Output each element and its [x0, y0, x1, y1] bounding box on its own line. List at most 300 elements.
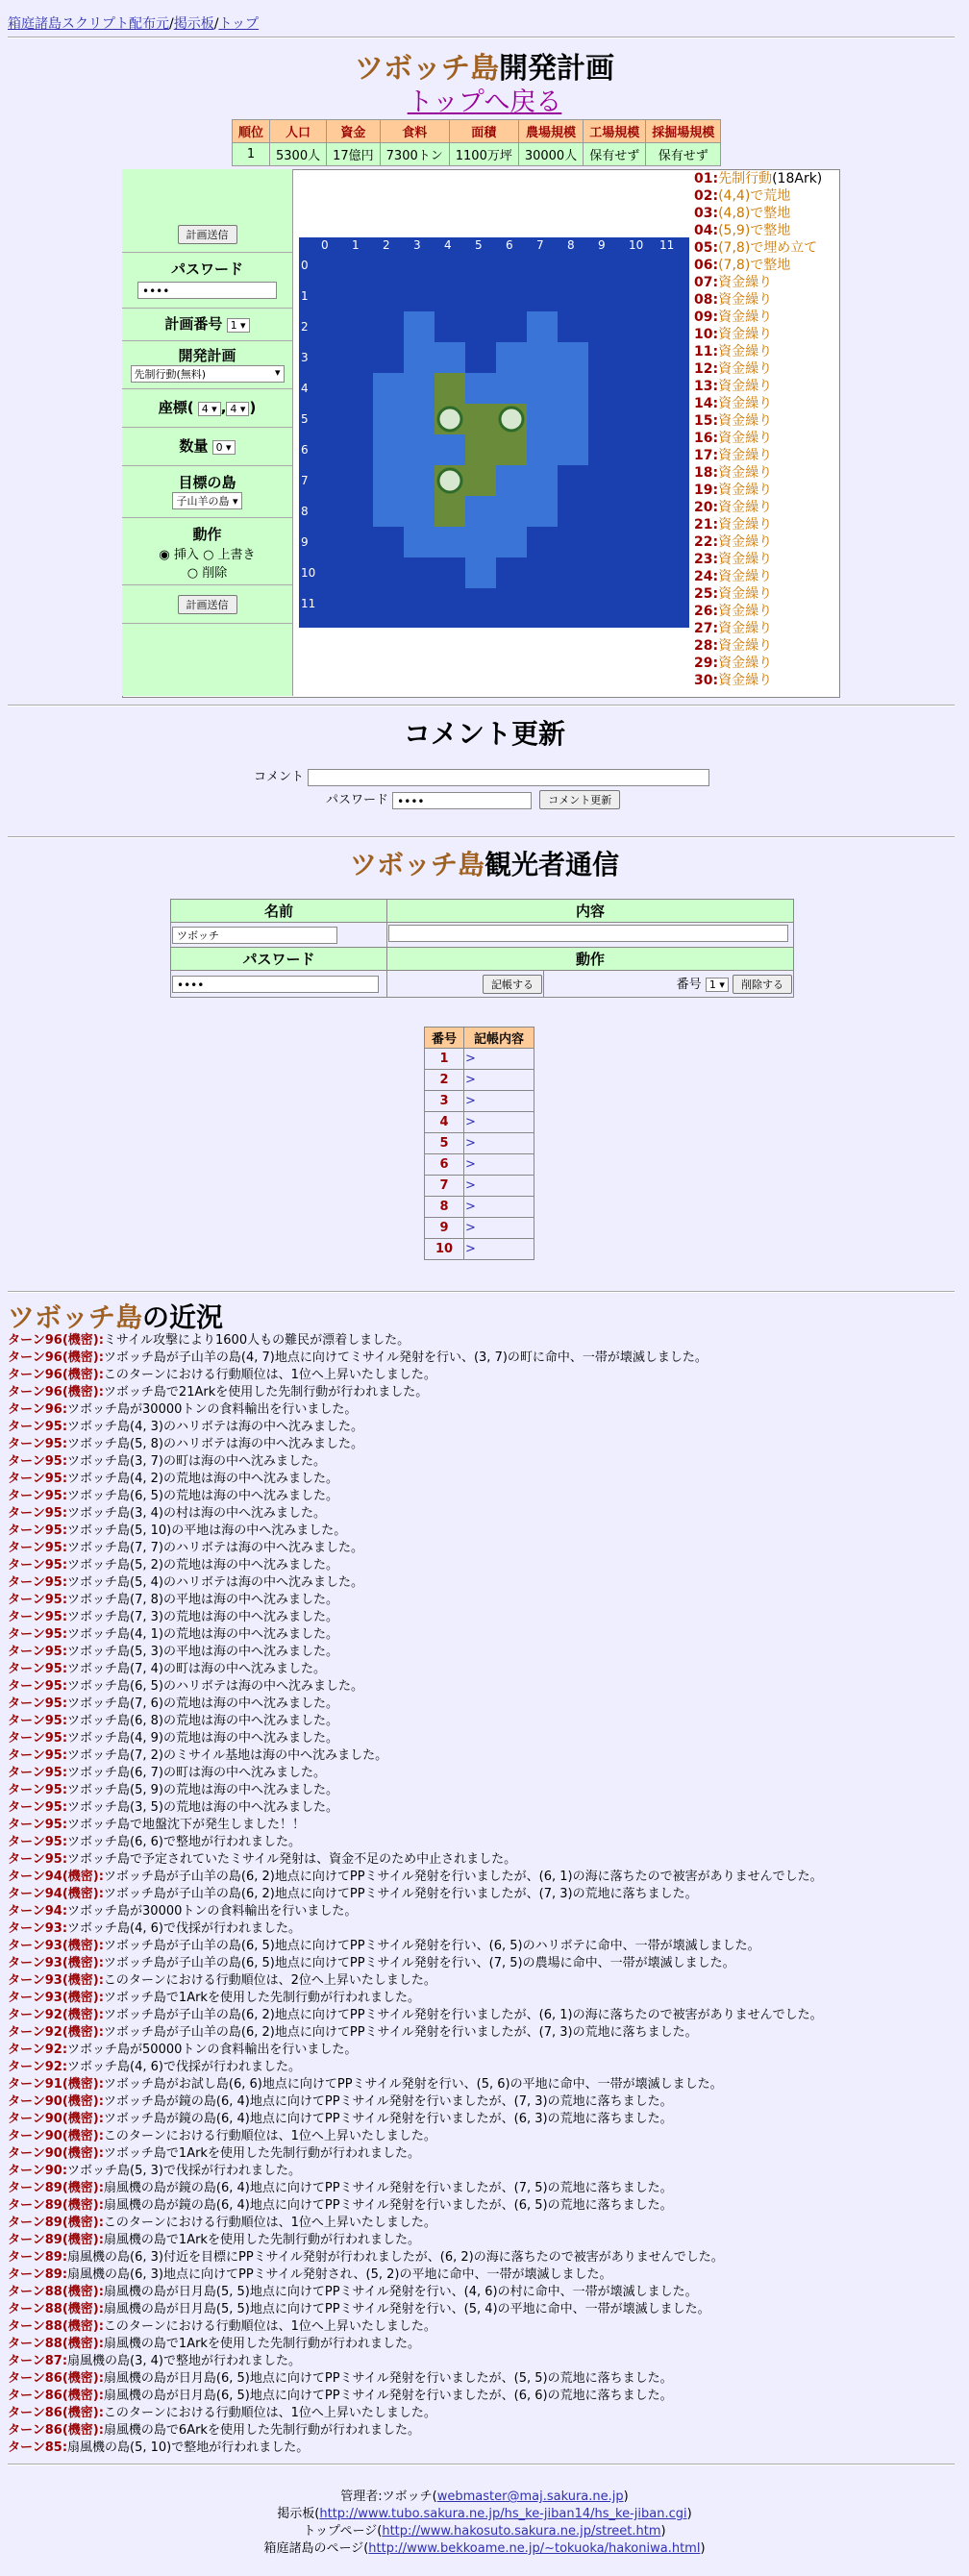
lbbs-list-content: >: [464, 1049, 534, 1070]
log-text: ツボッチ島(6, 7)の町は海の中へ沈みました。: [67, 1766, 326, 1780]
log-turn: ターン95:: [8, 1662, 68, 1676]
bbs-link[interactable]: 掲示板: [173, 16, 214, 32]
lbbs-list-content-header: 記帳内容: [464, 1028, 534, 1049]
plan-text: (5,9)で整地: [718, 223, 791, 238]
log-turn: ターン87:: [8, 2354, 68, 2368]
plan-item[interactable]: [694, 585, 836, 603]
log-line: [8, 2059, 823, 2076]
plan-text: 資金繰り: [718, 292, 773, 308]
lbbs-list-row: [425, 1070, 534, 1091]
map-row-label: 3: [301, 351, 309, 364]
log-line: [8, 1972, 823, 1990]
map-row-label: 0: [301, 259, 309, 272]
shallow-sea-tile: [527, 404, 558, 434]
log-line: [8, 2370, 823, 2388]
plan-text: 資金繰り: [718, 552, 773, 567]
hakoniwa-close: ): [700, 2541, 706, 2556]
log-turn: ターン94:: [8, 1904, 68, 1919]
log-line: [8, 1817, 823, 1834]
plan-item[interactable]: [694, 620, 836, 637]
plan-no: 12:: [694, 361, 719, 377]
log-line: [8, 1540, 823, 1557]
coord-label: 座標(: [158, 399, 194, 416]
plan-no: 11:: [694, 344, 719, 359]
map-col-label: 9: [598, 238, 606, 252]
log-text: ツボッチ島(3, 7)の町は海の中へ沈みました。: [67, 1454, 326, 1469]
log-text: ツボッチ島(4, 6)で伐採が行われました。: [67, 2060, 301, 2074]
plan-text: 資金繰り: [718, 621, 773, 636]
plan-item[interactable]: [694, 326, 836, 343]
log-turn: ターン86(機密):: [8, 2406, 104, 2420]
log-line: [8, 1696, 823, 1713]
plan-number-select[interactable]: 1 ▾: [227, 318, 250, 333]
log-text: ツボッチ島(5, 8)のハリボテは海の中へ沈みました。: [67, 1437, 363, 1451]
land-tile: [435, 496, 465, 527]
bbs-url-link[interactable]: http://www.tubo.sakura.ne.jp/hs_ke-jiban14/hs_ke-jiban.cgi: [319, 2507, 687, 2521]
map-row-label: 5: [301, 412, 309, 426]
lbbs-list-content: >: [464, 1091, 534, 1112]
dev-plan-label: 開発計画: [178, 347, 236, 364]
stat-value: 1100万坪: [449, 143, 518, 166]
lbbs-list-content: >: [464, 1112, 534, 1133]
log-line: [8, 2336, 823, 2353]
log-line: [8, 2024, 823, 2042]
plan-item[interactable]: [694, 533, 836, 551]
log-line: [8, 1730, 823, 1747]
forest-icon: [438, 469, 461, 492]
map-col-label: 3: [413, 238, 421, 252]
log-line: [8, 1851, 823, 1869]
lbbs-list-no: 7: [425, 1176, 464, 1197]
log-line: [8, 1609, 823, 1626]
plan-text: 資金繰り: [718, 448, 773, 463]
land-tile: [465, 434, 496, 465]
lbbs-list-row: [425, 1133, 534, 1154]
shallow-sea-tile: [435, 434, 465, 465]
shallow-sea-tile: [404, 465, 435, 496]
stat-header: 農場規模: [518, 120, 583, 143]
stat-header: 工場規模: [584, 120, 646, 143]
submit-plan-button-top[interactable]: 計画送信: [178, 225, 237, 244]
delete-label: 削除: [202, 566, 228, 581]
lbbs-action-header: 動作: [387, 948, 794, 971]
log-line: [8, 1384, 823, 1401]
log-text: ツボッチ島(4, 6)で伐採が行われました。: [67, 1921, 301, 1936]
shallow-sea-tile: [558, 404, 588, 434]
log-line: [8, 1332, 823, 1350]
plan-no: 13:: [694, 379, 719, 394]
log-turn: ターン85:: [8, 2440, 68, 2455]
script-source-link[interactable]: 箱庭諸島スクリプト配布元: [8, 16, 169, 32]
plan-item[interactable]: [694, 187, 836, 205]
log-line: [8, 1661, 823, 1678]
lbbs-list-content: >: [464, 1154, 534, 1176]
stat-value: 17億円: [327, 143, 381, 166]
plan-item[interactable]: [694, 360, 836, 378]
divider: [8, 836, 955, 838]
log-line: [8, 1557, 823, 1574]
log-turn: ターン86(機密):: [8, 2423, 104, 2438]
map-col-label: 6: [506, 238, 513, 252]
map-row-label: 1: [301, 289, 309, 303]
log-turn: ターン93(機密):: [8, 1991, 104, 2005]
log-text: このターンにおける行動順位は、1位へ上昇いたしました。: [103, 1368, 436, 1382]
log-turn: ターン86(機密):: [8, 2389, 104, 2403]
lbbs-message-input[interactable]: [388, 925, 788, 942]
shallow-sea-tile: [404, 342, 435, 373]
plan-text: (4,8)で整地: [718, 206, 791, 221]
island-map[interactable]: [299, 237, 689, 628]
stat-value: 保有せず: [646, 143, 721, 166]
lbbs-list-row: [425, 1154, 534, 1176]
plan-item[interactable]: [694, 672, 836, 689]
recent-title-suffix: の近況: [142, 1301, 224, 1333]
top-page-url-link[interactable]: http://www.hakosuto.sakura.ne.jp/street.htm: [382, 2524, 661, 2539]
log-text: ツボッチ島(7, 6)の荒地は海の中へ沈みました。: [67, 1697, 338, 1711]
shallow-sea-tile: [404, 311, 435, 342]
log-text: 扇風機の島が鏡の島(6, 4)地点に向けてPPミサイル発射を行いましたが、(7, 5)の荒地に落ちました。: [103, 2181, 673, 2195]
plan-item[interactable]: [694, 499, 836, 516]
map-col-label: 8: [567, 238, 575, 252]
hakoniwa-url-link[interactable]: http://www.bekkoame.ne.jp/~tokuoka/hakoniwa.html: [368, 2541, 701, 2556]
plan-item[interactable]: [694, 637, 836, 655]
log-line: [8, 2405, 823, 2422]
log-text: このターンにおける行動順位は、1位へ上昇いたしました。: [103, 2319, 436, 2334]
shallow-sea-tile: [496, 342, 527, 373]
lbbs-post-button[interactable]: 記帳する: [483, 975, 542, 994]
plan-item[interactable]: [694, 655, 836, 672]
log-turn: ターン96(機密):: [8, 1385, 104, 1399]
password-input[interactable]: ••••: [137, 282, 277, 299]
coord-y-select[interactable]: 4 ▾: [226, 402, 249, 416]
password-label: パスワード: [170, 260, 243, 278]
lbbs-title: [0, 844, 969, 882]
lbbs-list-no: 9: [425, 1218, 464, 1239]
log-line: [8, 2266, 823, 2284]
log-text: 扇風機の島で1Arkを使用した先制行動が行われました。: [103, 2337, 420, 2351]
log-turn: ターン96(機密):: [8, 1350, 104, 1365]
recent-island-name: ツボッチ島: [8, 1301, 143, 1333]
radio-overwrite[interactable]: ○: [203, 548, 214, 562]
comment-input[interactable]: [308, 769, 709, 786]
log-text: ツボッチ島(4, 1)の荒地は海の中へ沈みました。: [67, 1627, 338, 1642]
log-line: [8, 1713, 823, 1730]
shallow-sea-tile: [465, 527, 496, 557]
comment-password-row: [326, 789, 620, 809]
plan-no: 14:: [694, 396, 719, 411]
coordinate-block: [122, 388, 292, 428]
land-tile: [465, 465, 496, 496]
log-text: 扇風機の島が日月島(5, 5)地点に向けてPPミサイル発射を行い、(5, 4)の平地に命中、一帯が壊滅しました。: [103, 2302, 710, 2316]
plan-item[interactable]: [694, 170, 836, 187]
log-turn: ターン95:: [8, 1852, 68, 1867]
plan-item[interactable]: [694, 430, 836, 447]
target-island-select[interactable]: 子山羊の島 ▾: [172, 492, 241, 509]
plan-no: 28:: [694, 638, 719, 654]
plan-text: 資金繰り: [718, 396, 773, 411]
dev-plan-select[interactable]: 先制行動(無料) ▾: [131, 365, 285, 383]
quantity-block: [122, 427, 292, 466]
plan-no: 16:: [694, 431, 719, 446]
nav-sep: /: [169, 16, 174, 32]
lbbs-list-row: [425, 1218, 534, 1239]
plan-text: 資金繰り: [718, 327, 773, 342]
divider: [8, 2464, 955, 2465]
log-line: [8, 1644, 823, 1661]
stat-value: 7300トン: [380, 143, 449, 166]
plan-no: 23:: [694, 552, 719, 567]
log-turn: ターン92(機密):: [8, 2008, 104, 2022]
plan-item[interactable]: [694, 603, 836, 620]
log-turn: ターン95:: [8, 1506, 68, 1521]
log-text: ツボッチ島(7, 8)の平地は海の中へ沈みました。: [67, 1593, 338, 1607]
comment-password-label: パスワード: [326, 793, 389, 807]
plan-no: 25:: [694, 586, 719, 602]
footer: [0, 2489, 969, 2558]
plan-no: 02:: [694, 188, 719, 204]
plan-item[interactable]: [694, 395, 836, 412]
lbbs-delete-button[interactable]: 削除する: [733, 975, 792, 994]
hakoniwa-label: 箱庭諸島のページ(: [263, 2541, 369, 2556]
shallow-sea-tile: [465, 373, 496, 404]
log-turn: ターン96(機密):: [8, 1333, 104, 1348]
lbbs-name-input[interactable]: ツボッチ: [172, 927, 337, 944]
log-turn: ターン94(機密):: [8, 1870, 104, 1884]
log-turn: ターン95:: [8, 1714, 68, 1728]
radio-delete[interactable]: ○: [186, 566, 199, 581]
log-turn: ターン91(機密):: [8, 2077, 104, 2092]
log-text: ツボッチ島(5, 2)の荒地は海の中へ沈みました。: [67, 1558, 338, 1573]
log-line: [8, 1765, 823, 1782]
lbbs-number-label: 番号: [676, 978, 702, 992]
lbbs-list-no: 10: [425, 1239, 464, 1260]
log-text: 扇風機の島(6, 3)付近を目標にPPミサイル発射が行われましたが、(6, 2)の海に落ちたので被害がありませんでした。: [67, 2250, 724, 2265]
plan-item[interactable]: [694, 343, 836, 360]
log-turn: ターン93(機密):: [8, 1973, 104, 1988]
plan-item[interactable]: [694, 447, 836, 464]
coord-x-select[interactable]: 4 ▾: [198, 402, 221, 416]
plan-item[interactable]: [694, 274, 836, 291]
map-col-label: 7: [536, 238, 544, 252]
log-turn: ターン93:: [8, 1921, 68, 1936]
plan-text: 資金繰り: [718, 656, 773, 671]
log-turn: ターン96:: [8, 1402, 68, 1417]
lbbs-number-select[interactable]: 1 ▾: [706, 978, 729, 992]
lbbs-password-input[interactable]: ••••: [172, 976, 379, 993]
log-line: [8, 2318, 823, 2336]
log-line: [8, 2163, 823, 2180]
log-text: ツボッチ島で1Arkを使用した先制行動が行われました。: [103, 1991, 420, 2005]
lbbs-island-name: ツボッチ島: [349, 849, 484, 880]
log-text: 扇風機の島が日月島(6, 5)地点に向けてPPミサイル発射を行いましたが、(6, 6)の荒地に落ちました。: [103, 2389, 673, 2403]
plan-item[interactable]: [694, 378, 836, 395]
log-turn: ターン88(機密):: [8, 2337, 104, 2351]
log-turn: ターン94(機密):: [8, 1887, 104, 1901]
plan-text: (4,4)で荒地: [718, 188, 791, 204]
back-to-top-link[interactable]: トップへ戻る: [407, 87, 562, 117]
log-line: [8, 1505, 823, 1523]
log-line: [8, 1523, 823, 1540]
plan-no: 04:: [694, 223, 719, 238]
log-text: ツボッチ島が鏡の島(6, 4)地点に向けてPPミサイル発射を行いましたが、(7, 3)の荒地に落ちました。: [103, 2094, 673, 2109]
log-turn: ターン89(機密):: [8, 2233, 104, 2247]
plan-no: 18:: [694, 465, 719, 481]
log-line: [8, 1869, 823, 1886]
log-text: ツボッチ島(5, 9)の荒地は海の中へ沈みました。: [67, 1783, 338, 1797]
log-turn: ターン88(機密):: [8, 2319, 104, 2334]
map-row-label: 6: [301, 443, 309, 457]
lbbs-list-no: 5: [425, 1133, 464, 1154]
plan-item[interactable]: [694, 205, 836, 222]
log-line: [8, 1436, 823, 1453]
shallow-sea-tile: [404, 527, 435, 557]
plan-item[interactable]: [694, 412, 836, 430]
log-turn: ターン90:: [8, 2164, 68, 2178]
lbbs-number-value: 1: [708, 978, 716, 991]
bbs-close: ): [686, 2507, 692, 2521]
land-tile: [465, 404, 496, 434]
log-text: ツボッチ島が子山羊の島(6, 5)地点に向けてPPミサイル発射を行い、(7, 5)の農場に命中、一帯が壊滅しました。: [103, 1956, 735, 1970]
lbbs-list-row: [425, 1239, 534, 1260]
log-line: [8, 2284, 823, 2301]
map-row-label: 7: [301, 474, 309, 487]
log-text: ツボッチ島が子山羊の島(6, 2)地点に向けてPPミサイル発射を行いましたが、(6, 1)の海に落ちたので被害がありませんでした。: [103, 2008, 823, 2022]
dev-plan-value: 先制行動(無料): [134, 368, 207, 381]
lbbs-list-content: >: [464, 1239, 534, 1260]
log-line: [8, 2111, 823, 2128]
shallow-sea-tile: [558, 373, 588, 404]
plan-no: 24:: [694, 569, 719, 584]
coord-y-value: 4: [230, 403, 237, 415]
submit-plan-button-bottom[interactable]: 計画送信: [178, 595, 237, 614]
lbbs-list-no: 2: [425, 1070, 464, 1091]
comment-label: コメント: [254, 770, 305, 784]
top-nav: [8, 13, 259, 33]
plan-text: 資金繰り: [718, 275, 773, 290]
log-text: ツボッチ島(5, 4)のハリボテは海の中へ沈みました。: [67, 1575, 363, 1590]
land-tile: [435, 373, 465, 404]
plan-item[interactable]: [694, 309, 836, 326]
target-island-value: 子山羊の島: [176, 495, 230, 508]
stat-header: 人口: [270, 120, 327, 143]
lbbs-list-content: >: [464, 1197, 534, 1218]
quantity-select[interactable]: 0 ▾: [212, 440, 236, 455]
plan-no: 03:: [694, 206, 719, 221]
map-col-label: 11: [659, 238, 675, 252]
log-line: [8, 2076, 823, 2093]
insert-label: 挿入: [173, 548, 199, 562]
dev-plan-block: [122, 340, 292, 389]
lbbs-list: [424, 1027, 534, 1260]
log-line: [8, 1834, 823, 1851]
map-row-label: 10: [301, 566, 316, 580]
map-row-label: 2: [301, 320, 309, 334]
log-turn: ターン90(機密):: [8, 2094, 104, 2109]
comment-submit-button[interactable]: コメント更新: [539, 790, 620, 809]
log-text: ツボッチ島が子山羊の島(6, 2)地点に向けてPPミサイル発射を行いましたが、(7, 3)の荒地に落ちました。: [103, 1887, 698, 1901]
target-island-label: 目標の島: [178, 474, 236, 491]
lbbs-list-no: 3: [425, 1091, 464, 1112]
plan-item[interactable]: [694, 551, 836, 568]
nav-sep: /: [213, 16, 219, 32]
lbbs-list-row: [425, 1176, 534, 1197]
comment-password-input[interactable]: ••••: [392, 792, 532, 809]
log-line: [8, 2353, 823, 2370]
log-text: ツボッチ島(6, 5)の荒地は海の中へ沈みました。: [67, 1489, 338, 1503]
log-text: ツボッチ島が子山羊の島(6, 2)地点に向けてPPミサイル発射を行いましたが、(6, 1)の海に落ちたので被害がありませんでした。: [103, 1870, 823, 1884]
lbbs-list-content: >: [464, 1176, 534, 1197]
log-turn: ターン95:: [8, 1558, 68, 1573]
coord-close: ): [249, 399, 257, 416]
top-link[interactable]: トップ: [218, 16, 260, 32]
plan-no: 26:: [694, 604, 719, 619]
coord-comma: ,: [220, 399, 227, 416]
plan-no: 05:: [694, 240, 719, 256]
log-text: ツボッチ島で21Arkを使用した先制行動が行われました。: [103, 1385, 429, 1399]
log-turn: ターン95:: [8, 1748, 68, 1763]
plan-item[interactable]: [694, 291, 836, 309]
radio-insert[interactable]: ◉: [159, 548, 170, 562]
shallow-sea-tile: [527, 465, 558, 496]
stat-header: 資金: [327, 120, 381, 143]
shallow-sea-tile: [373, 373, 404, 404]
plan-item[interactable]: [694, 516, 836, 533]
map-row-label: 8: [301, 505, 309, 518]
log-line: [8, 2093, 823, 2111]
recent-title: [8, 1297, 223, 1335]
recent-log: [8, 1332, 823, 2457]
lbbs-title-suffix: 観光者通信: [484, 849, 620, 880]
log-turn: ターン95:: [8, 1523, 68, 1538]
lbbs-list-row: [425, 1112, 534, 1133]
plan-item[interactable]: [694, 568, 836, 585]
log-text: ツボッチ島が子山羊の島(6, 5)地点に向けてPPミサイル発射を行い、(6, 5)のハリボテに命中、一帯が壊滅しました。: [103, 1939, 760, 1953]
plan-text: 先制行動: [718, 171, 773, 186]
plan-item[interactable]: [694, 257, 836, 274]
plan-text: 資金繰り: [718, 569, 773, 584]
plan-item[interactable]: [694, 239, 836, 257]
plan-item[interactable]: [694, 482, 836, 499]
log-text: ツボッチ島(6, 8)の荒地は海の中へ沈みました。: [67, 1714, 338, 1728]
log-text: 扇風機の島で1Arkを使用した先制行動が行われました。: [103, 2233, 420, 2247]
log-line: [8, 1419, 823, 1436]
shallow-sea-tile: [373, 404, 404, 434]
shallow-sea-tile: [404, 373, 435, 404]
coord-x-value: 4: [201, 403, 209, 415]
log-text: ツボッチ島(4, 2)の荒地は海の中へ沈みました。: [67, 1472, 338, 1486]
lbbs-list-content: >: [464, 1218, 534, 1239]
log-text: ツボッチ島で予定されていたミサイル発射は、資金不足のため中止されました。: [67, 1852, 517, 1867]
log-line: [8, 2440, 823, 2457]
log-line: [8, 1903, 823, 1920]
plan-text: 資金繰り: [718, 431, 773, 446]
comment-title: コメント更新: [403, 718, 565, 750]
shallow-sea-tile: [496, 496, 527, 527]
log-line: [8, 2249, 823, 2266]
plan-item[interactable]: [694, 464, 836, 482]
plan-no: 10:: [694, 327, 719, 342]
lbbs-list-content: >: [464, 1133, 534, 1154]
admin-email-link[interactable]: webmaster@maj.sakura.ne.jp: [436, 2489, 624, 2504]
log-turn: ターン95:: [8, 1818, 68, 1832]
shallow-sea-tile: [527, 434, 558, 465]
plan-list: [694, 170, 836, 689]
plan-item[interactable]: [694, 222, 836, 239]
target-island-block: [122, 465, 292, 518]
shallow-sea-tile: [404, 404, 435, 434]
stat-value: 1: [233, 143, 270, 166]
log-turn: ターン95:: [8, 1541, 68, 1555]
